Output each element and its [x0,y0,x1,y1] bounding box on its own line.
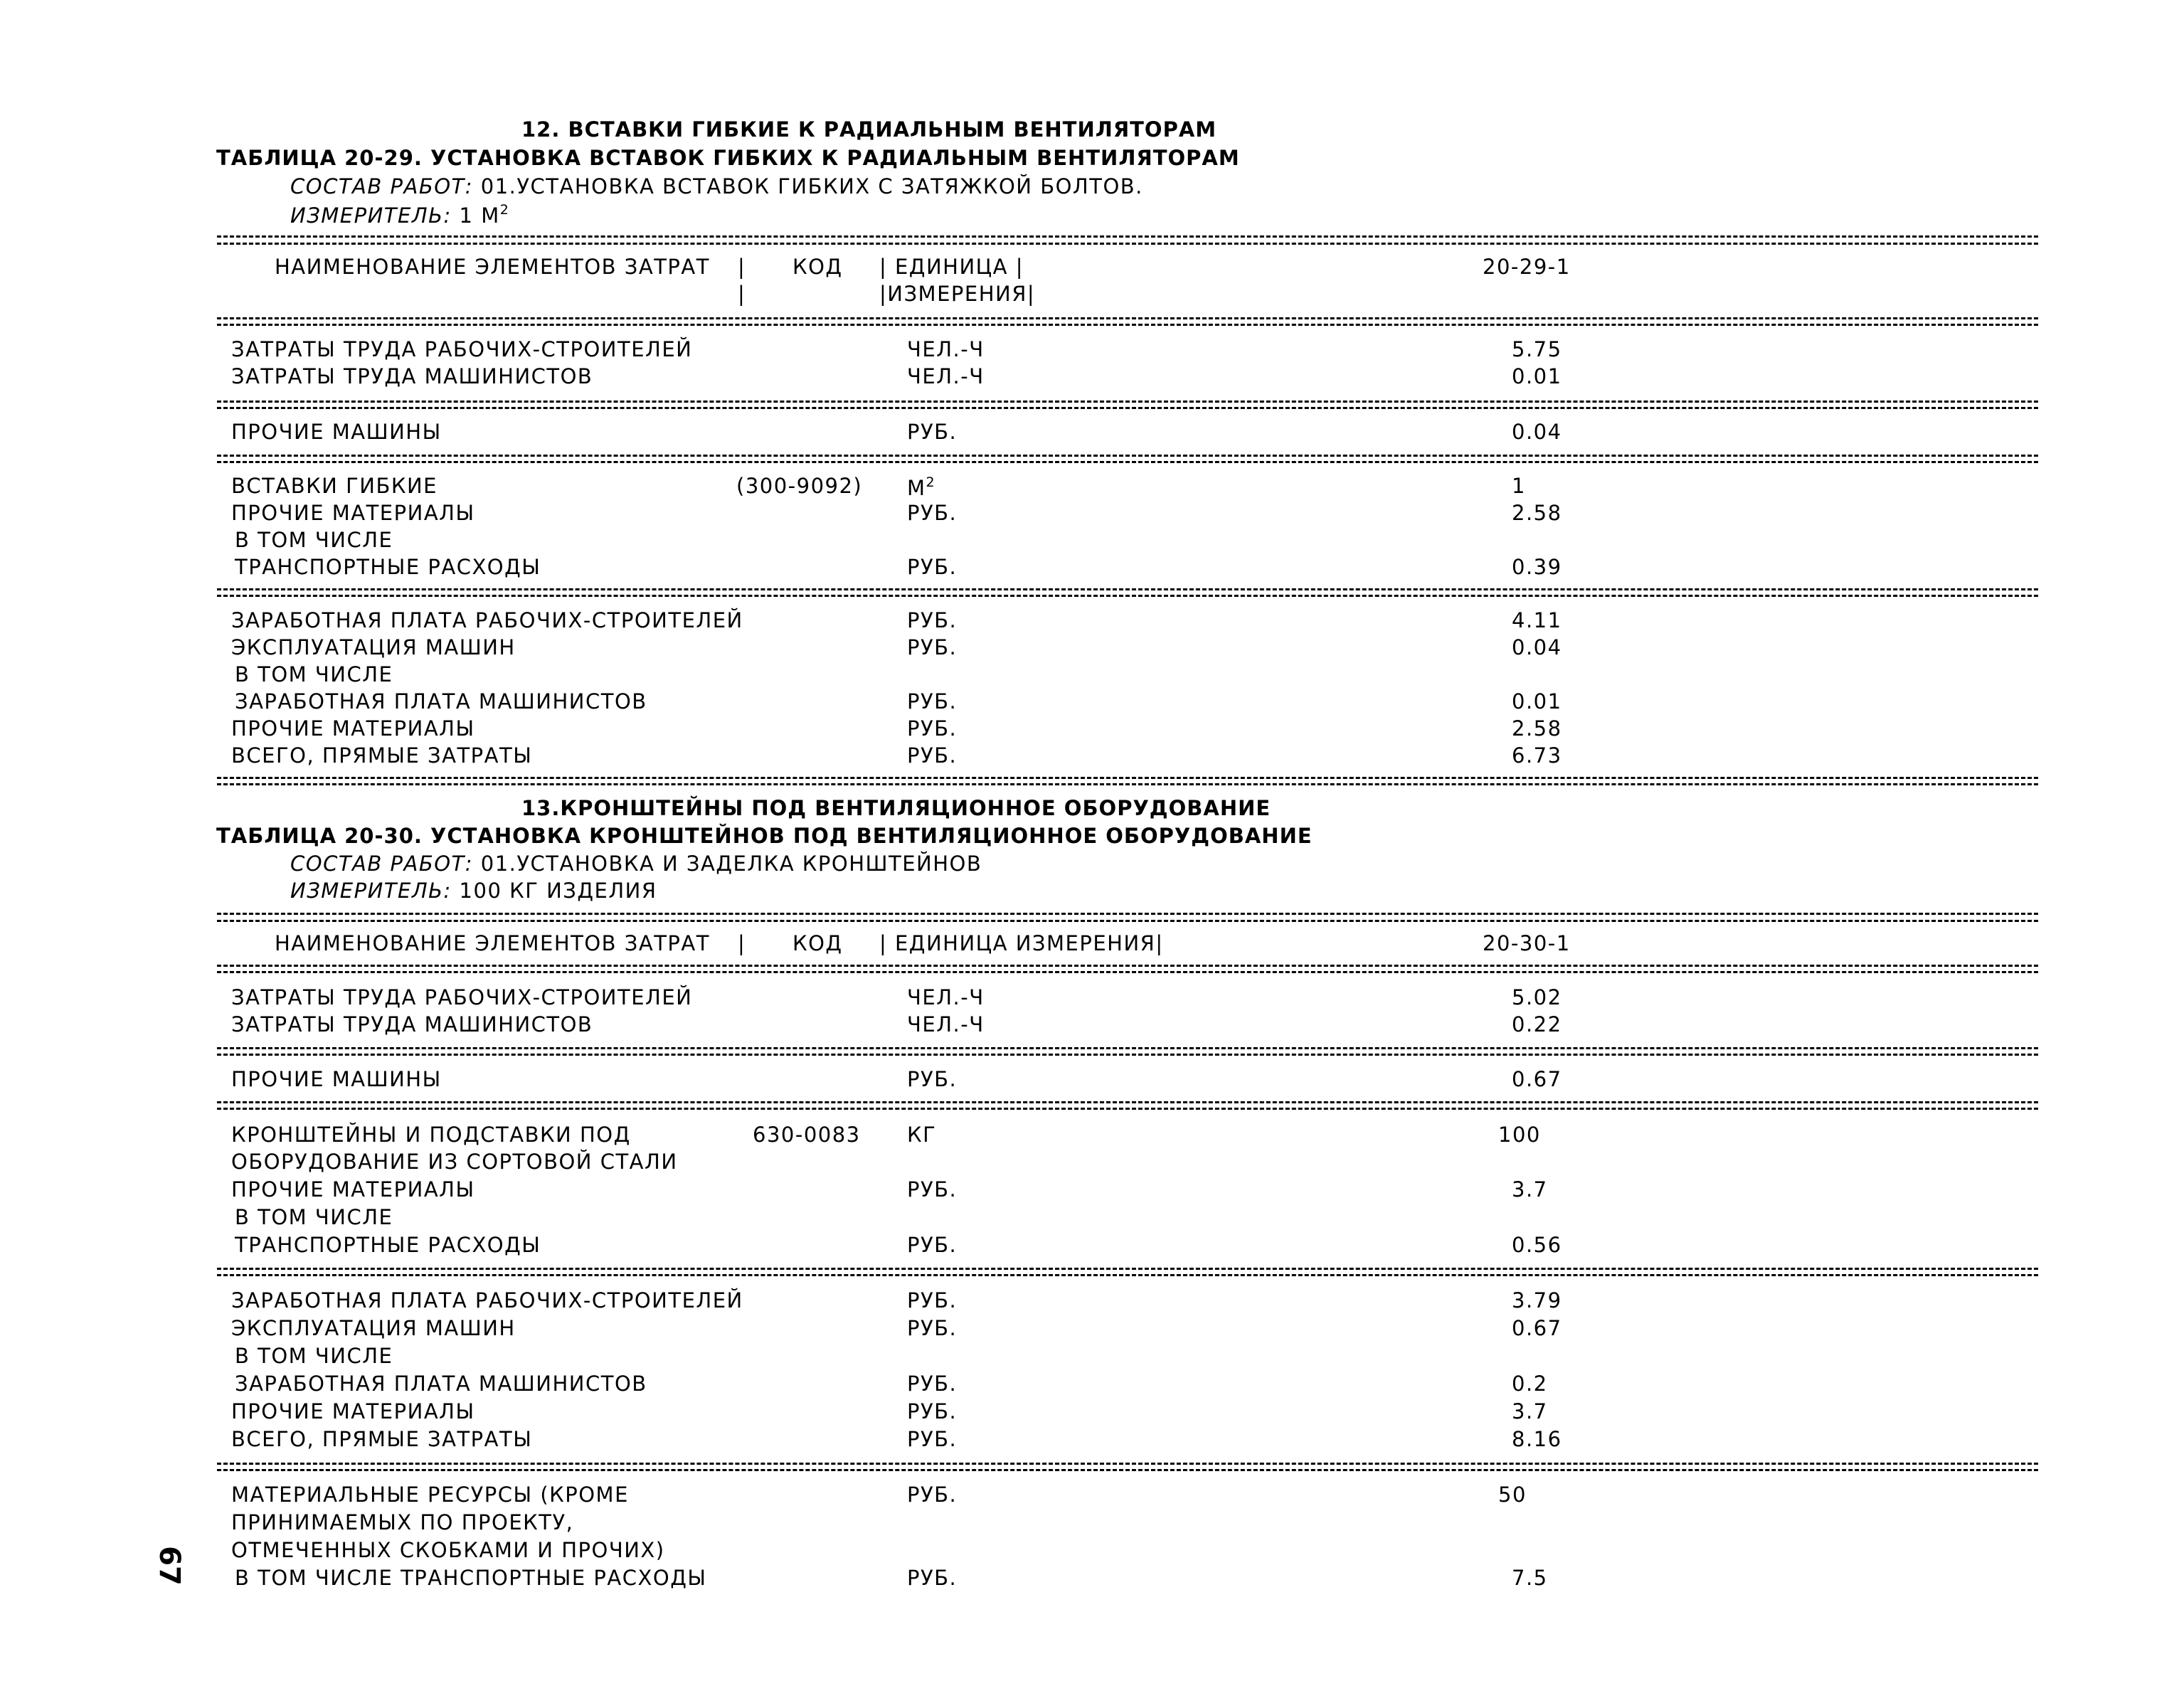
header-code: КОД [793,255,843,279]
row-name: ОБОРУДОВАНИЕ ИЗ СОРТОВОЙ СТАЛИ [231,1150,678,1174]
row-name: В ТОМ ЧИСЛЕ [235,528,393,552]
header-unit-line2: |ИЗМЕРЕНИЯ| [879,282,1036,306]
work-composition-label: СОСТАВ РАБОТ: [290,174,474,198]
row-name: МАТЕРИАЛЬНЫЕ РЕСУРСЫ (КРОМЕ [231,1483,629,1507]
header-column-code: 20-30-1 [1483,931,1571,955]
row-unit: РУБ. [907,1566,958,1590]
divider [217,1469,2038,1471]
header-separator: | [738,255,746,279]
header-unit-line1: | ЕДИНИЦА | [879,255,1024,279]
measure-unit-label: ИЗМЕРИТЕЛЬ: [290,879,452,903]
row-name: ЗАТРАТЫ ТРУДА МАШИНИСТОВ [231,364,593,388]
row-name: ЗАРАБОТНАЯ ПЛАТА МАШИНИСТОВ [235,1372,647,1396]
row-unit: РУБ. [907,743,958,768]
row-name: ПРОЧИЕ МАТЕРИАЛЫ [231,501,475,525]
header-name: НАИМЕНОВАНИЕ ЭЛЕМЕНТОВ ЗАТРАТ [275,931,710,955]
row-name: ЗАРАБОТНАЯ ПЛАТА РАБОЧИХ-СТРОИТЕЛЕЙ [231,608,743,632]
row-value: 3.7 [1512,1177,1548,1202]
divider [217,1047,2038,1049]
row-unit: РУБ. [907,1288,958,1313]
divider [217,1054,2038,1056]
row-value: 2.58 [1512,501,1562,525]
row-value: 4.11 [1512,608,1562,632]
row-unit: РУБ. [907,1067,958,1091]
divider [217,965,2038,967]
divider [217,1101,2038,1103]
row-value: 5.75 [1512,337,1562,361]
row-value: 0.2 [1512,1372,1548,1396]
row-unit: РУБ. [907,716,958,741]
row-name: ЗАТРАТЫ ТРУДА РАБОЧИХ-СТРОИТЕЛЕЙ [231,337,693,361]
row-unit: РУБ. [907,1177,958,1202]
row-value: 6.73 [1512,743,1562,768]
divider [217,1108,2038,1110]
measure-unit-sup: 2 [499,202,510,218]
header-column-code: 20-29-1 [1483,255,1571,279]
row-unit: ЧЕЛ.-Ч [907,985,985,1009]
row-value: 0.04 [1512,420,1562,444]
divider [217,913,2038,915]
row-unit: РУБ. [907,608,958,632]
work-composition-label: СОСТАВ РАБОТ: [290,852,474,876]
divider [217,595,2038,597]
row-code: (300-9092) [736,474,863,498]
row-name: ПРОЧИЕ МАШИНЫ [231,420,442,444]
divider [217,777,2038,779]
row-value: 0.56 [1512,1233,1562,1257]
row-name: В ТОМ ЧИСЛЕ [235,1205,393,1229]
divider [217,461,2038,463]
row-name: ВСЕГО, ПРЯМЫЕ ЗАТРАТЫ [231,743,533,768]
row-name: В ТОМ ЧИСЛЕ [235,1344,393,1368]
divider [217,243,2038,245]
divider [217,971,2038,973]
row-unit: ЧЕЛ.-Ч [907,1012,985,1036]
row-unit: РУБ. [907,1399,958,1423]
row-value: 0.04 [1512,635,1562,659]
row-value: 1 [1512,474,1526,498]
row-name: ПРОЧИЕ МАТЕРИАЛЫ [231,1399,475,1423]
row-unit: РУБ. [907,501,958,525]
header-separator: | [738,282,746,306]
table-20-30-title: ТАБЛИЦА 20-30. УСТАНОВКА КРОНШТЕЙНОВ ПОД ВЕНТИЛЯЦИОННОЕ ОБОРУДОВАНИЕ [216,824,1313,848]
row-name: ЭКСПЛУАТАЦИЯ МАШИН [231,1316,516,1340]
divider [217,783,2038,785]
row-name: ЗАРАБОТНАЯ ПЛАТА РАБОЧИХ-СТРОИТЕЛЕЙ [231,1288,743,1313]
row-value: 0.39 [1512,555,1562,579]
divider [217,1463,2038,1465]
measure-unit-value: 100 КГ ИЗДЕЛИЯ [459,879,657,903]
work-composition [290,176,1143,197]
row-unit: РУБ. [907,635,958,659]
row-name: ОТМЕЧЕННЫХ СКОБКАМИ И ПРОЧИХ) [231,1538,665,1562]
divider [217,235,2038,238]
header-separator: | [738,931,746,955]
row-unit: РУБ. [907,689,958,714]
measure-unit-label: ИЗМЕРИТЕЛЬ: [290,203,452,228]
section-12-title: 12. ВСТАВКИ ГИБКИЕ К РАДИАЛЬНЫМ ВЕНТИЛЯТОРАМ [521,117,1217,142]
row-unit [907,476,935,499]
table-20-29-title: ТАБЛИЦА 20-29. УСТАНОВКА ВСТАВОК ГИБКИХ К РАДИАЛЬНЫМ ВЕНТИЛЯТОРАМ [216,146,1240,170]
row-name: ПРОЧИЕ МАТЕРИАЛЫ [231,716,475,741]
measure-unit [290,881,657,901]
work-composition-text: 01.УСТАНОВКА И ЗАДЕЛКА КРОНШТЕЙНОВ [480,852,982,876]
row-name: КРОНШТЕЙНЫ И ПОДСТАВКИ ПОД [231,1123,631,1147]
row-name: В ТОМ ЧИСЛЕ [235,662,393,686]
page-number: 67 [152,1546,186,1586]
row-value: 50 [1498,1483,1527,1507]
section-13-title: 13.КРОНШТЕЙНЫ ПОД ВЕНТИЛЯЦИОННОЕ ОБОРУДОВАНИЕ [521,796,1271,820]
row-name: ЭКСПЛУАТАЦИЯ МАШИН [231,635,516,659]
row-unit: РУБ. [907,420,958,444]
row-value: 0.67 [1512,1067,1562,1091]
row-value: 0.22 [1512,1012,1562,1036]
row-value: 3.79 [1512,1288,1562,1313]
row-name: ВСТАВКИ ГИБКИЕ [231,474,438,498]
row-unit: РУБ. [907,1483,958,1507]
divider [217,455,2038,457]
header-code: КОД [793,931,843,955]
divider [217,920,2038,922]
divider [217,1274,2038,1276]
row-name: ПРОЧИЕ МАШИНЫ [231,1067,442,1091]
divider [217,1268,2038,1270]
row-name: ПРИНИМАЕМЫХ ПО ПРОЕКТУ, [231,1510,574,1534]
row-value: 100 [1498,1123,1541,1147]
divider [217,588,2038,590]
row-value: 5.02 [1512,985,1562,1009]
row-unit: ЧЕЛ.-Ч [907,364,985,388]
row-name: ЗАТРАТЫ ТРУДА МАШИНИСТОВ [231,1012,593,1036]
work-composition-text: 01.УСТАНОВКА ВСТАВОК ГИБКИХ С ЗАТЯЖКОЙ БОЛТОВ. [480,174,1143,198]
row-value: 0.67 [1512,1316,1562,1340]
row-unit: РУБ. [907,1427,958,1451]
measure-unit-value: 1 М [459,203,500,228]
row-unit: РУБ. [907,1316,958,1340]
row-unit: РУБ. [907,555,958,579]
row-name: В ТОМ ЧИСЛЕ ТРАНСПОРТНЫЕ РАСХОДЫ [235,1566,707,1590]
row-unit: ЧЕЛ.-Ч [907,337,985,361]
row-unit: РУБ. [907,1233,958,1257]
row-unit: КГ [907,1123,937,1147]
row-unit-text: М [907,476,926,500]
row-unit-sup: 2 [926,474,936,490]
row-name: ВСЕГО, ПРЯМЫЕ ЗАТРАТЫ [231,1427,533,1451]
row-value: 0.01 [1512,689,1562,714]
row-value: 0.01 [1512,364,1562,388]
row-value: 3.7 [1512,1399,1548,1423]
row-name: ЗАРАБОТНАЯ ПЛАТА МАШИНИСТОВ [235,689,647,714]
measure-unit [290,203,509,226]
header-name: НАИМЕНОВАНИЕ ЭЛЕМЕНТОВ ЗАТРАТ [275,255,710,279]
row-name: ЗАТРАТЫ ТРУДА РАБОЧИХ-СТРОИТЕЛЕЙ [231,985,693,1009]
row-name: ТРАНСПОРТНЫЕ РАСХОДЫ [235,555,541,579]
row-value: 8.16 [1512,1427,1562,1451]
header-unit: | ЕДИНИЦА ИЗМЕРЕНИЯ| [879,931,1164,955]
divider [217,324,2038,326]
row-name: ПРОЧИЕ МАТЕРИАЛЫ [231,1177,475,1202]
divider [217,401,2038,403]
row-name: ТРАНСПОРТНЫЕ РАСХОДЫ [235,1233,541,1257]
row-unit: РУБ. [907,1372,958,1396]
row-value: 7.5 [1512,1566,1548,1590]
row-value: 2.58 [1512,716,1562,741]
divider [217,317,2038,319]
work-composition [290,854,982,874]
row-code: 630-0083 [753,1123,861,1147]
divider [217,407,2038,409]
